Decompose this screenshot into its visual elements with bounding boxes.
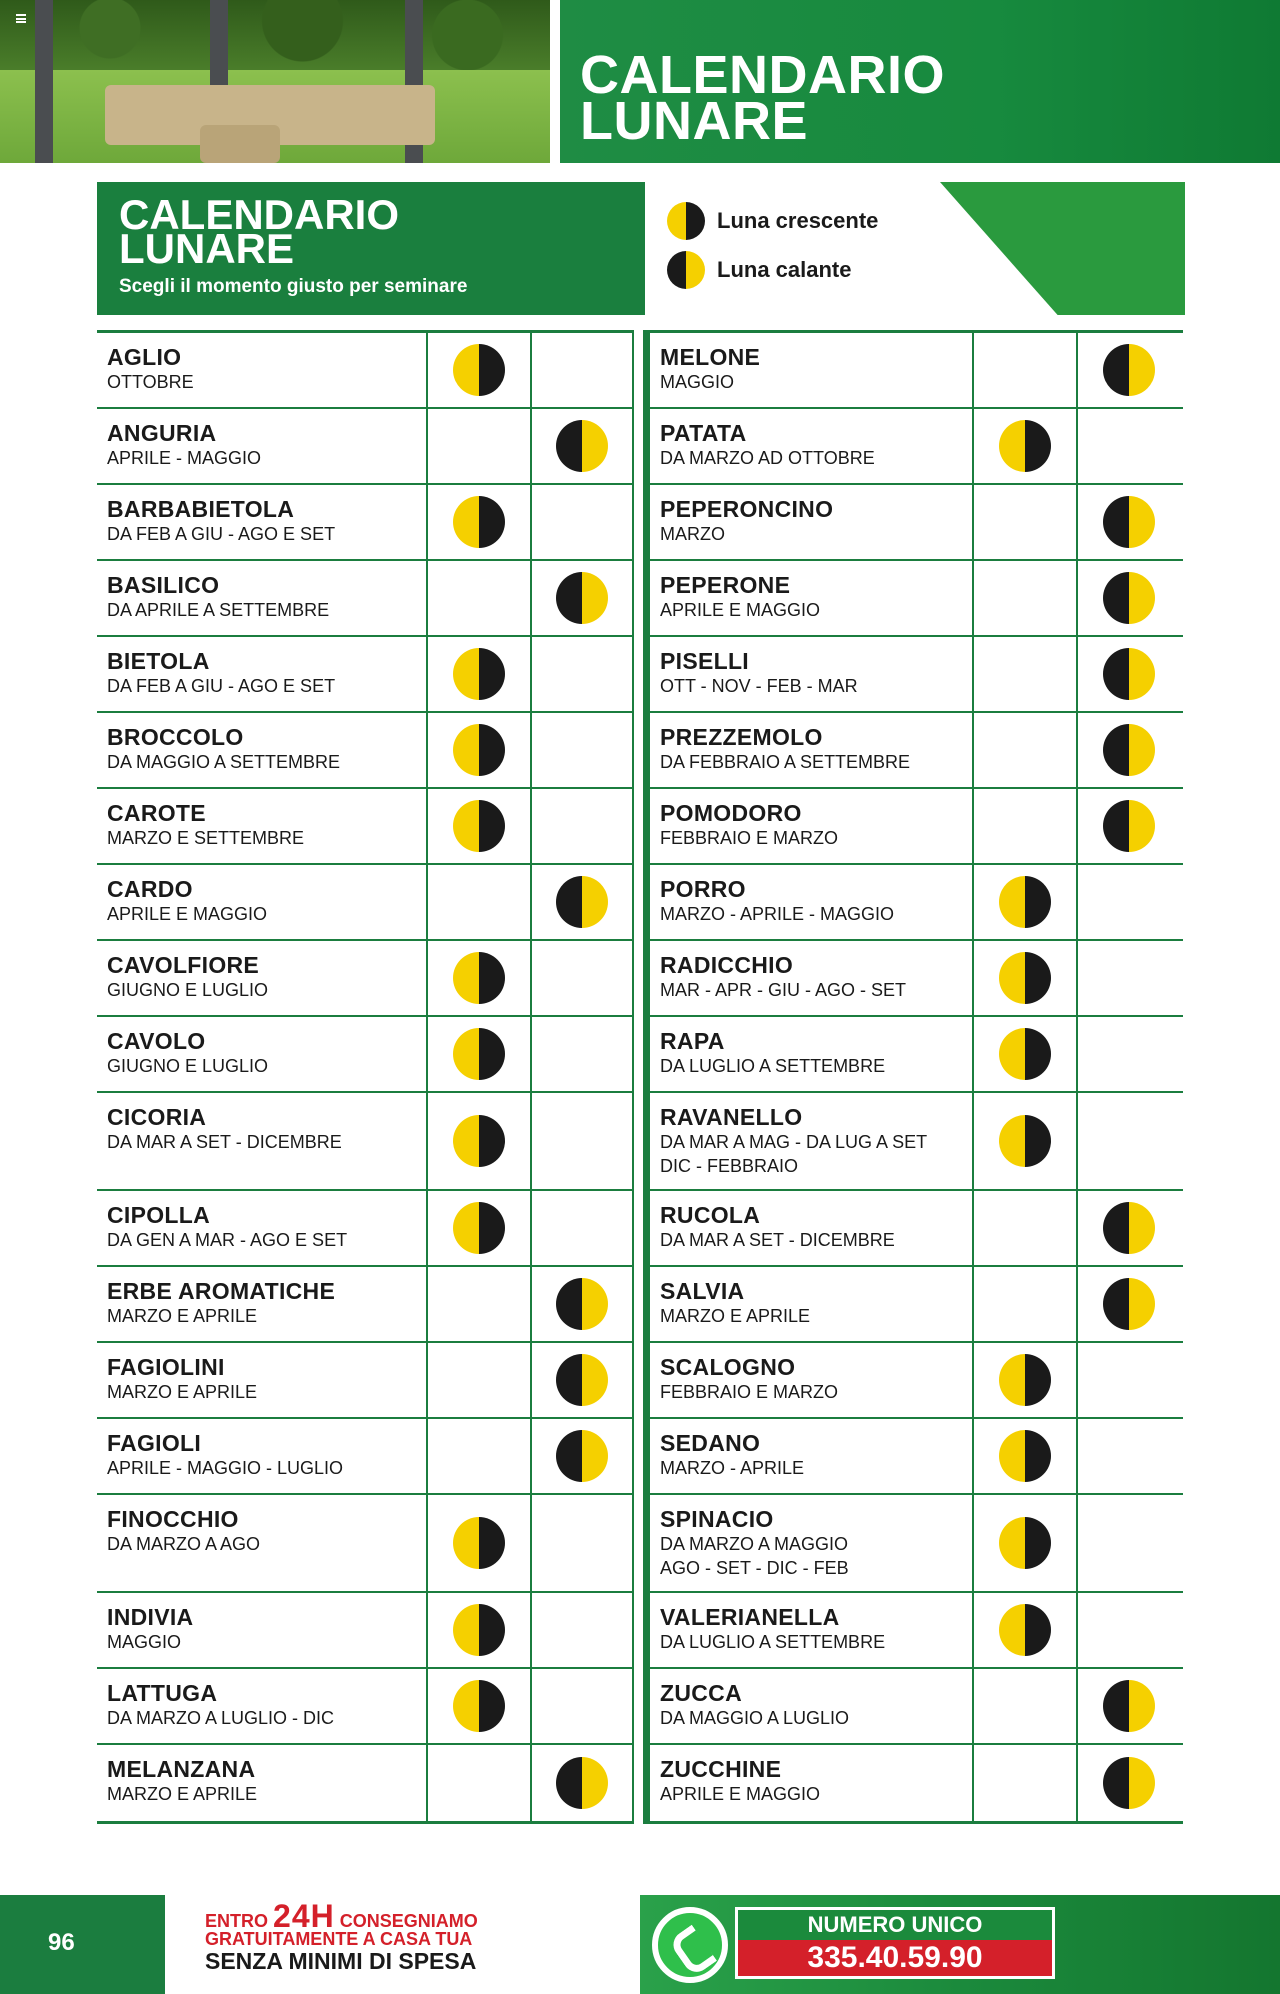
col-crescente [972,1593,1076,1667]
moon-crescente-icon [453,1028,505,1080]
sowing-period: FEBBRAIO E MARZO [660,1382,839,1402]
sowing-period: APRILE - MAGGIO - LUGLIO [107,1458,344,1478]
col-crescente [426,333,530,407]
table-row [650,1017,1183,1093]
number-label: NUMERO UNICO [738,1910,1052,1940]
moon-crescente-icon [999,952,1051,1004]
vegetable-name: POMODORO [660,800,802,826]
col-crescente [426,1593,530,1667]
col-crescente [972,1343,1076,1417]
vegetable-name: RAVANELLO [660,1104,803,1130]
table-row [650,1593,1183,1669]
sowing-period: DA MAGGIO A LUGLIO [660,1708,850,1728]
vegetable-name: CAVOLFIORE [107,952,260,978]
vegetable-name: LATTUGA [107,1680,218,1706]
vegetable-name: RUCOLA [660,1202,761,1228]
vegetable-cell [650,865,972,939]
sowing-period: DA GEN A MAR - AGO E SET [107,1230,348,1250]
col-calante [530,865,634,939]
sowing-period: FEBBRAIO E MARZO [660,828,839,848]
moon-crescente-icon [999,1517,1051,1569]
vegetable-name: ANGURIA [107,420,217,446]
vegetable-cell [650,1495,972,1591]
top-banner [0,0,1280,163]
vegetable-cell [650,789,972,863]
col-crescente [972,485,1076,559]
sowing-period: DA MAR A MAG - DA LUG A SET [660,1132,928,1152]
vegetable-name: SCALOGNO [660,1354,796,1380]
table-row [97,713,634,789]
moon-crescente-icon [453,952,505,1004]
moon-calante-icon [1103,1680,1155,1732]
table-row [650,1191,1183,1267]
col-calante [530,1093,634,1189]
col-crescente [972,333,1076,407]
vegetable-cell [97,409,426,483]
col-calante [530,1343,634,1417]
table-row [650,409,1183,485]
col-crescente [972,561,1076,635]
col-calante [530,409,634,483]
table-row [650,1267,1183,1343]
col-calante [530,485,634,559]
col-calante [1076,1495,1180,1591]
col-calante [1076,333,1180,407]
garden-photo [0,0,550,163]
moon-crescente-icon [999,420,1051,472]
sowing-period: GIUGNO E LUGLIO [107,980,269,1000]
calendar-subtitle: Scegli il momento giusto per seminare [119,276,468,297]
col-calante [1076,941,1180,1015]
vegetable-cell [650,1669,972,1743]
col-calante [1076,865,1180,939]
col-calante [1076,713,1180,787]
sowing-period: MAGGIO [107,1632,182,1652]
col-crescente [426,1267,530,1341]
table-row [97,1593,634,1669]
moon-crescente-icon [999,1354,1051,1406]
vegetable-cell [97,1267,426,1341]
vegetable-cell [97,789,426,863]
sowing-period: GIUGNO E LUGLIO [107,1056,269,1076]
col-crescente [426,1343,530,1417]
moon-crescente-icon [999,1604,1051,1656]
sowing-period: APRILE E MAGGIO [660,1784,821,1804]
sowing-period: DA LUGLIO A SETTEMBRE [660,1632,886,1652]
vegetable-cell [650,1093,972,1189]
vegetable-name: CIPOLLA [107,1202,211,1228]
col-calante [530,1267,634,1341]
col-calante [1076,1419,1180,1493]
col-crescente [972,713,1076,787]
table-row [650,789,1183,865]
vegetable-name: PISELLI [660,648,750,674]
col-crescente [426,561,530,635]
sowing-period: APRILE E MAGGIO [660,600,821,620]
col-crescente [972,1267,1076,1341]
col-calante [530,1419,634,1493]
vegetable-cell [650,1745,972,1821]
legend [645,182,1183,315]
vegetable-name: PEPERONE [660,572,791,598]
col-crescente [426,789,530,863]
sowing-table-right [643,330,1183,1824]
moon-calante-icon [1103,1202,1155,1254]
vegetable-cell [97,333,426,407]
vegetable-name: CAROTE [107,800,206,826]
col-crescente [426,1419,530,1493]
moon-calante-icon [1103,724,1155,776]
col-crescente [426,1669,530,1743]
vegetable-name: ERBE AROMATICHE [107,1278,336,1304]
vegetable-cell [650,409,972,483]
col-calante [1076,561,1180,635]
moon-calante-icon [1103,496,1155,548]
sowing-period: OTT - NOV - FEB - MAR [660,676,858,696]
sowing-period: AGO - SET - DIC - FEB [660,1558,849,1578]
vegetable-name: PATATA [660,420,747,446]
moon-calante-icon [556,876,608,928]
vegetable-cell [650,333,972,407]
vegetable-cell [97,1093,426,1189]
col-calante [1076,637,1180,711]
col-crescente [972,637,1076,711]
vegetable-cell [650,713,972,787]
sowing-period: DA FEBBRAIO A SETTEMBRE [660,752,911,772]
vegetable-name: SPINACIO [660,1506,774,1532]
sowing-period: DA MARZO A MAGGIO [660,1534,849,1554]
vegetable-cell [97,1191,426,1265]
vegetable-cell [97,485,426,559]
table-row [97,1343,634,1419]
table-row [650,865,1183,941]
col-calante [530,333,634,407]
vegetable-cell [97,713,426,787]
calendar-title: CALENDARIO LUNARE [119,191,399,272]
col-calante [530,713,634,787]
table-row [97,1093,634,1191]
table-row [650,561,1183,637]
whatsapp-icon[interactable] [652,1907,728,1983]
vegetable-cell [97,1017,426,1091]
col-crescente [972,1745,1076,1821]
moon-crescente-icon [453,496,505,548]
col-calante [530,1191,634,1265]
sowing-period: MAR - APR - GIU - AGO - SET [660,980,907,1000]
moon-crescente-icon [453,1680,505,1732]
vegetable-cell [97,1745,426,1821]
table-row [97,789,634,865]
moon-crescente-icon [453,1604,505,1656]
vegetable-cell [650,561,972,635]
vegetable-name: MELONE [660,344,761,370]
moon-crescente-icon [999,1115,1051,1167]
table-row [650,1093,1183,1191]
vegetable-name: PREZZEMOLO [660,724,823,750]
col-crescente [426,1745,530,1821]
banner-title: CALENDARIO LUNARE [580,45,945,151]
col-calante [1076,1593,1180,1667]
vegetable-name: SALVIA [660,1278,745,1304]
vegetable-name: AGLIO [107,344,182,370]
moon-crescente-icon [453,1202,505,1254]
table-row [97,941,634,1017]
legend-crescente: Luna crescente [667,202,878,240]
sowing-period: DA APRILE A SETTEMBRE [107,600,330,620]
vegetable-cell [97,1419,426,1493]
col-crescente [972,1669,1076,1743]
vegetable-name: MELANZANA [107,1756,256,1782]
delivery-info: ENTRO 24H CONSEGNIAMO GRATUITAMENTE A CASA TUA SENZA MINIMI DI SPESA [205,1898,478,1974]
col-calante [530,1017,634,1091]
footer [0,1895,1280,1994]
moon-calante-icon [556,1430,608,1482]
moon-crescente-icon [999,1028,1051,1080]
vegetable-cell [650,1267,972,1341]
col-calante [1076,789,1180,863]
col-calante [530,789,634,863]
col-calante [530,1669,634,1743]
vegetable-cell [650,1017,972,1091]
vegetable-cell [97,1593,426,1667]
col-crescente [972,1017,1076,1091]
sowing-period: OTTOBRE [107,372,194,392]
vegetable-name: BIETOLA [107,648,210,674]
sowing-period: MARZO E APRILE [660,1306,811,1326]
moon-calante-icon [1103,800,1155,852]
col-crescente [426,941,530,1015]
col-calante [1076,1669,1180,1743]
col-calante [1076,1191,1180,1265]
sowing-period: MAGGIO [660,372,735,392]
sowing-period: MARZO E SETTEMBRE [107,828,305,848]
table-row [650,333,1183,409]
col-calante [1076,1745,1180,1821]
moon-crescente-icon [453,1517,505,1569]
table-row [97,865,634,941]
sowing-period: DA FEB A GIU - AGO E SET [107,524,336,544]
sowing-period: MARZO E APRILE [107,1306,258,1326]
table-row [650,1343,1183,1419]
vegetable-cell [650,941,972,1015]
vegetable-name: SEDANO [660,1430,761,1456]
vegetable-name: CICORIA [107,1104,207,1130]
sowing-period: APRILE - MAGGIO [107,448,262,468]
col-calante [530,1745,634,1821]
col-crescente [972,409,1076,483]
vegetable-name: ZUCCHINE [660,1756,782,1782]
sowing-period: MARZO [660,524,725,544]
moon-crescente-icon [453,724,505,776]
vegetable-cell [650,1593,972,1667]
phone-number[interactable]: 335.40.59.90 [738,1940,1052,1976]
table-row [650,1419,1183,1495]
vegetable-name: FINOCCHIO [107,1506,239,1532]
page-number: 96 [48,1929,75,1956]
table-row [650,1669,1183,1745]
moon-calante-icon [556,1278,608,1330]
table-row [97,1419,634,1495]
vegetable-cell [650,637,972,711]
moon-calante-icon [1103,648,1155,700]
vegetable-name: RAPA [660,1028,725,1054]
moon-crescente-icon [453,800,505,852]
col-crescente [426,1093,530,1189]
vegetable-cell [97,561,426,635]
sowing-period: MARZO E APRILE [107,1784,258,1804]
col-crescente [426,713,530,787]
moon-calante-icon [1103,1757,1155,1809]
table-row [650,637,1183,713]
col-calante [530,1593,634,1667]
col-crescente [426,1191,530,1265]
vegetable-name: BASILICO [107,572,220,598]
col-crescente [426,409,530,483]
moon-calante-icon [556,572,608,624]
table-row [650,941,1183,1017]
col-calante [1076,1017,1180,1091]
table-row [97,637,634,713]
moon-calante-icon [556,1354,608,1406]
vegetable-name: INDIVIA [107,1604,194,1630]
col-crescente [972,941,1076,1015]
moon-calante-icon [1103,572,1155,624]
moon-calante-icon [556,1757,608,1809]
vegetable-name: PORRO [660,876,746,902]
vegetable-name: ZUCCA [660,1680,742,1706]
vegetable-cell [97,1669,426,1743]
col-crescente [972,1191,1076,1265]
vegetable-name: FAGIOLINI [107,1354,225,1380]
vegetable-cell [97,637,426,711]
sowing-period: DA MAR A SET - DICEMBRE [660,1230,895,1250]
col-crescente [972,865,1076,939]
contact-number-box[interactable] [735,1907,1055,1979]
col-crescente [426,485,530,559]
col-calante [530,561,634,635]
vegetable-name: CAVOLO [107,1028,206,1054]
sowing-period: DA MARZO A AGO [107,1534,261,1554]
vegetable-cell [650,1343,972,1417]
legend-calante: Luna calante [667,251,851,289]
moon-crescente-icon [999,1430,1051,1482]
col-calante [1076,1343,1180,1417]
table-row [97,561,634,637]
sowing-period: DA MARZO A LUGLIO - DIC [107,1708,335,1728]
sowing-table-left [97,330,634,1824]
vegetable-name: PEPERONCINO [660,496,834,522]
table-row [97,409,634,485]
table-row [97,1017,634,1093]
table-row [97,333,634,409]
col-calante [1076,409,1180,483]
sowing-period: DA MAGGIO A SETTEMBRE [107,752,341,772]
table-row [97,1191,634,1267]
vegetable-name: FAGIOLI [107,1430,202,1456]
table-row [97,485,634,561]
col-calante [530,941,634,1015]
sowing-period: MARZO E APRILE [107,1382,258,1402]
col-crescente [426,1017,530,1091]
table-row [97,1495,634,1593]
col-crescente [426,865,530,939]
col-calante [530,637,634,711]
moon-crescente-icon [453,1115,505,1167]
sowing-period: APRILE E MAGGIO [107,904,268,924]
sowing-period: DIC - FEBBRAIO [660,1156,799,1176]
table-row [650,1495,1183,1593]
sowing-period: DA MARZO AD OTTOBRE [660,448,875,468]
col-calante [530,1495,634,1591]
vegetable-name: RADICCHIO [660,952,794,978]
table-row [650,485,1183,561]
sowing-period: DA MAR A SET - DICEMBRE [107,1132,342,1152]
col-crescente [972,1495,1076,1591]
table-row [97,1267,634,1343]
moon-crescente-icon [453,344,505,396]
sowing-period: DA FEB A GIU - AGO E SET [107,676,336,696]
col-calante [1076,485,1180,559]
vegetable-cell [650,1419,972,1493]
table-row [650,1745,1183,1821]
moon-calante-icon [667,251,705,289]
vegetable-cell [650,485,972,559]
vegetable-cell [97,941,426,1015]
table-row [97,1745,634,1821]
col-crescente [972,1093,1076,1189]
moon-crescente-icon [453,648,505,700]
page-number-box [0,1895,165,1994]
vegetable-name: CARDO [107,876,193,902]
table-row [97,1669,634,1745]
col-crescente [426,637,530,711]
vegetable-cell [97,1495,426,1591]
vegetable-name: BARBABIETOLA [107,496,295,522]
col-crescente [972,1419,1076,1493]
col-calante [1076,1093,1180,1189]
moon-calante-icon [1103,344,1155,396]
moon-calante-icon [1103,1278,1155,1330]
vegetable-cell [97,1343,426,1417]
sowing-period: MARZO - APRILE [660,1458,805,1478]
menu-icon[interactable] [16,14,26,23]
vegetable-name: BROCCOLO [107,724,244,750]
col-calante [1076,1267,1180,1341]
moon-crescente-icon [999,876,1051,928]
vegetable-name: VALERIANELLA [660,1604,840,1630]
table-row [650,713,1183,789]
col-crescente [972,789,1076,863]
vegetable-cell [650,1191,972,1265]
sowing-period: MARZO - APRILE - MAGGIO [660,904,895,924]
col-crescente [426,1495,530,1591]
moon-calante-icon [556,420,608,472]
sowing-period: DA LUGLIO A SETTEMBRE [660,1056,886,1076]
vegetable-cell [97,865,426,939]
moon-crescente-icon [667,202,705,240]
